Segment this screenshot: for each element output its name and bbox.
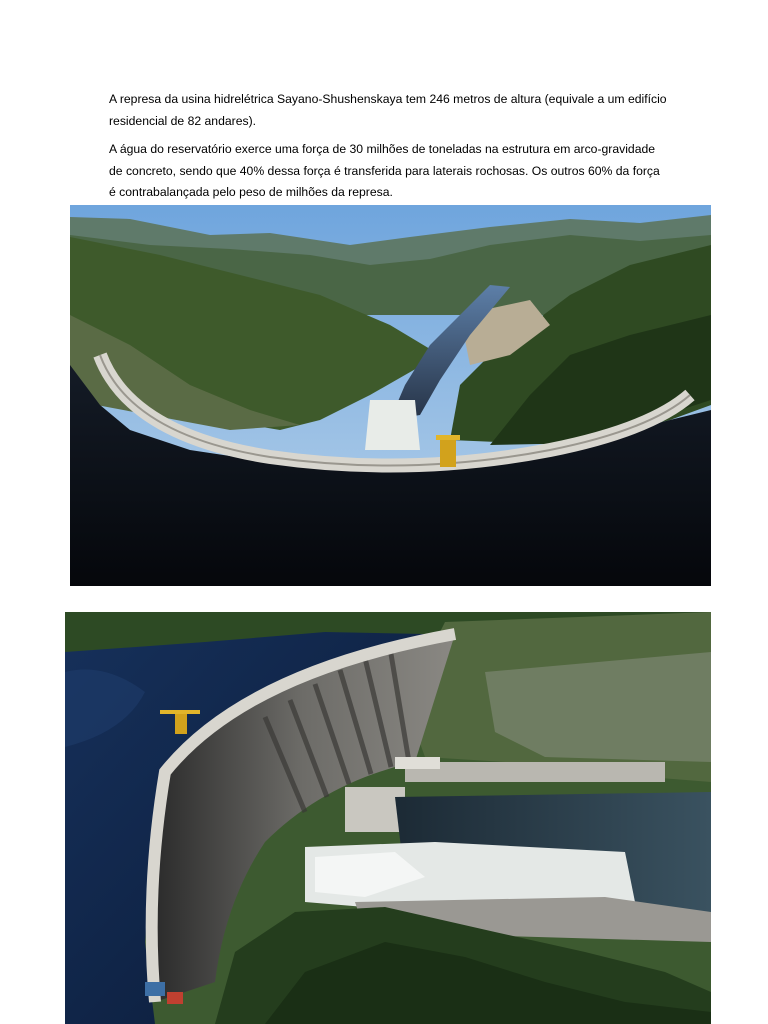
paragraph-dam-height: A represa da usina hidrelétrica Sayano-Shushenskaya tem 246 metros de altura (equivale a um edifício residencial de 82 andares). (109, 92, 667, 128)
body-text (109, 89, 669, 211)
paragraph-water-force: A água do reservatório exerce uma força de 30 milhões de toneladas na estrutura em arco-gravidade de concreto, sendo que 40% dessa força é transferida para laterais rochosas. Os outros 60% da força é contrabalançada pelo peso de milhões da represa. (109, 142, 660, 199)
dam-aerial-photo-reservoir-side (70, 205, 711, 586)
dam-aerial-photo-downstream-face (65, 612, 711, 1024)
